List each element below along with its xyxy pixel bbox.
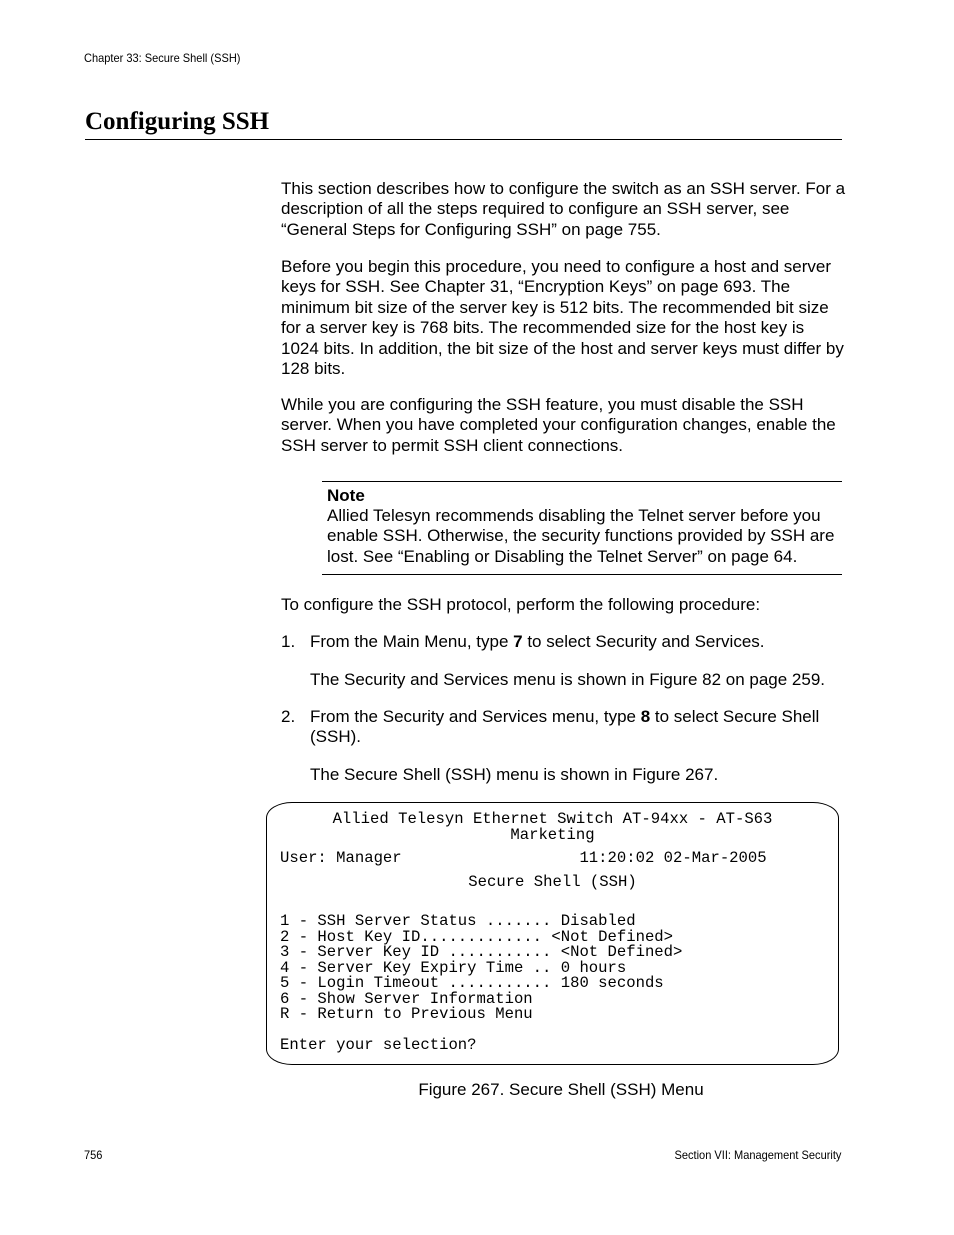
- footer-section-name: Section VII: Management Security: [674, 1148, 841, 1162]
- prerequisite-paragraph: Before you begin this procedure, you need to configure a host and server keys for SSH. See Chapter 31, “Encryption Keys” on page 693. The minimum bit size of the server key is 512 bits. The recommended bit size for a server key is 768 bits. The recommended size for the host key is 1024 bits. In addition, the bit size of the host and server keys must differ by 128 bits.: [281, 257, 844, 379]
- terminal-prompt: Enter your selection?: [280, 1036, 477, 1054]
- disable-server-paragraph: While you are configuring the SSH feature, you must disable the SSH server. When you have completed your configuration changes, enable the SSH server to permit SSH client connections.: [281, 395, 836, 455]
- terminal-menu-item: 2 - Host Key ID............. <Not Defined>: [280, 927, 674, 946]
- running-header: Chapter 33: Secure Shell (SSH): [84, 51, 241, 65]
- note-heading: Note: [327, 486, 365, 505]
- terminal-menu-item: 3 - Server Key ID ........... <Not Defined>: [280, 943, 683, 961]
- terminal-menu-item: R - Return to Previous Menu: [280, 1005, 533, 1023]
- page-title: Configuring SSH: [85, 108, 270, 135]
- figure-caption: Figure 267. Secure Shell (SSH) Menu: [418, 1080, 704, 1099]
- step-result: The Security and Services menu is shown in Figure 82 on page 259.: [310, 670, 826, 689]
- page-number: 756: [84, 1148, 103, 1162]
- intro-paragraph: This section describes how to configure the switch as an SSH server. For a description of all the steps required to configure an SSH server, see “General Steps for Configuring SSH” on page 755.: [281, 179, 846, 239]
- step-instruction: From the Security and Services menu, type 8 to select Secure Shell (SSH).: [310, 707, 820, 747]
- step-instruction: From the Main Menu, type 7 to select Security and Services.: [310, 632, 765, 651]
- title-rule: [85, 139, 842, 140]
- note-box: [322, 481, 842, 575]
- terminal-menu-item: 1 - SSH Server Status ....... Disabled: [280, 912, 636, 930]
- terminal-menu-item: 5 - Login Timeout ........... 180 seconds: [280, 974, 664, 992]
- terminal-subtitle: Marketing: [510, 826, 595, 844]
- terminal-menu-title: Secure Shell (SSH): [468, 873, 637, 891]
- menu-key: 7: [513, 632, 523, 651]
- step-number: 1.: [281, 632, 296, 651]
- terminal-screen: [266, 802, 839, 1065]
- step-result: The Secure Shell (SSH) menu is shown in Figure 267.: [310, 765, 719, 784]
- procedure-intro: To configure the SSH protocol, perform the following procedure:: [281, 595, 761, 614]
- menu-key: 8: [640, 707, 651, 726]
- step-number: 2.: [281, 707, 296, 726]
- terminal-menu-item: 4 - Server Key Expiry Time .. 0 hours: [280, 958, 627, 977]
- terminal-title: Allied Telesyn Ethernet Switch AT-94xx - AT-S63: [332, 810, 773, 828]
- terminal-menu-item: 6 - Show Server Information: [280, 989, 533, 1008]
- terminal-user-line: User: Manager 11:20:02 02-Mar-2005: [280, 849, 767, 867]
- note-text: Allied Telesyn recommends disabling the Telnet server before you enable SSH. Otherwise, the security functions provided by SSH are lost. See “Enabling or Disabling the Telnet Server” on page 64.: [327, 506, 835, 566]
